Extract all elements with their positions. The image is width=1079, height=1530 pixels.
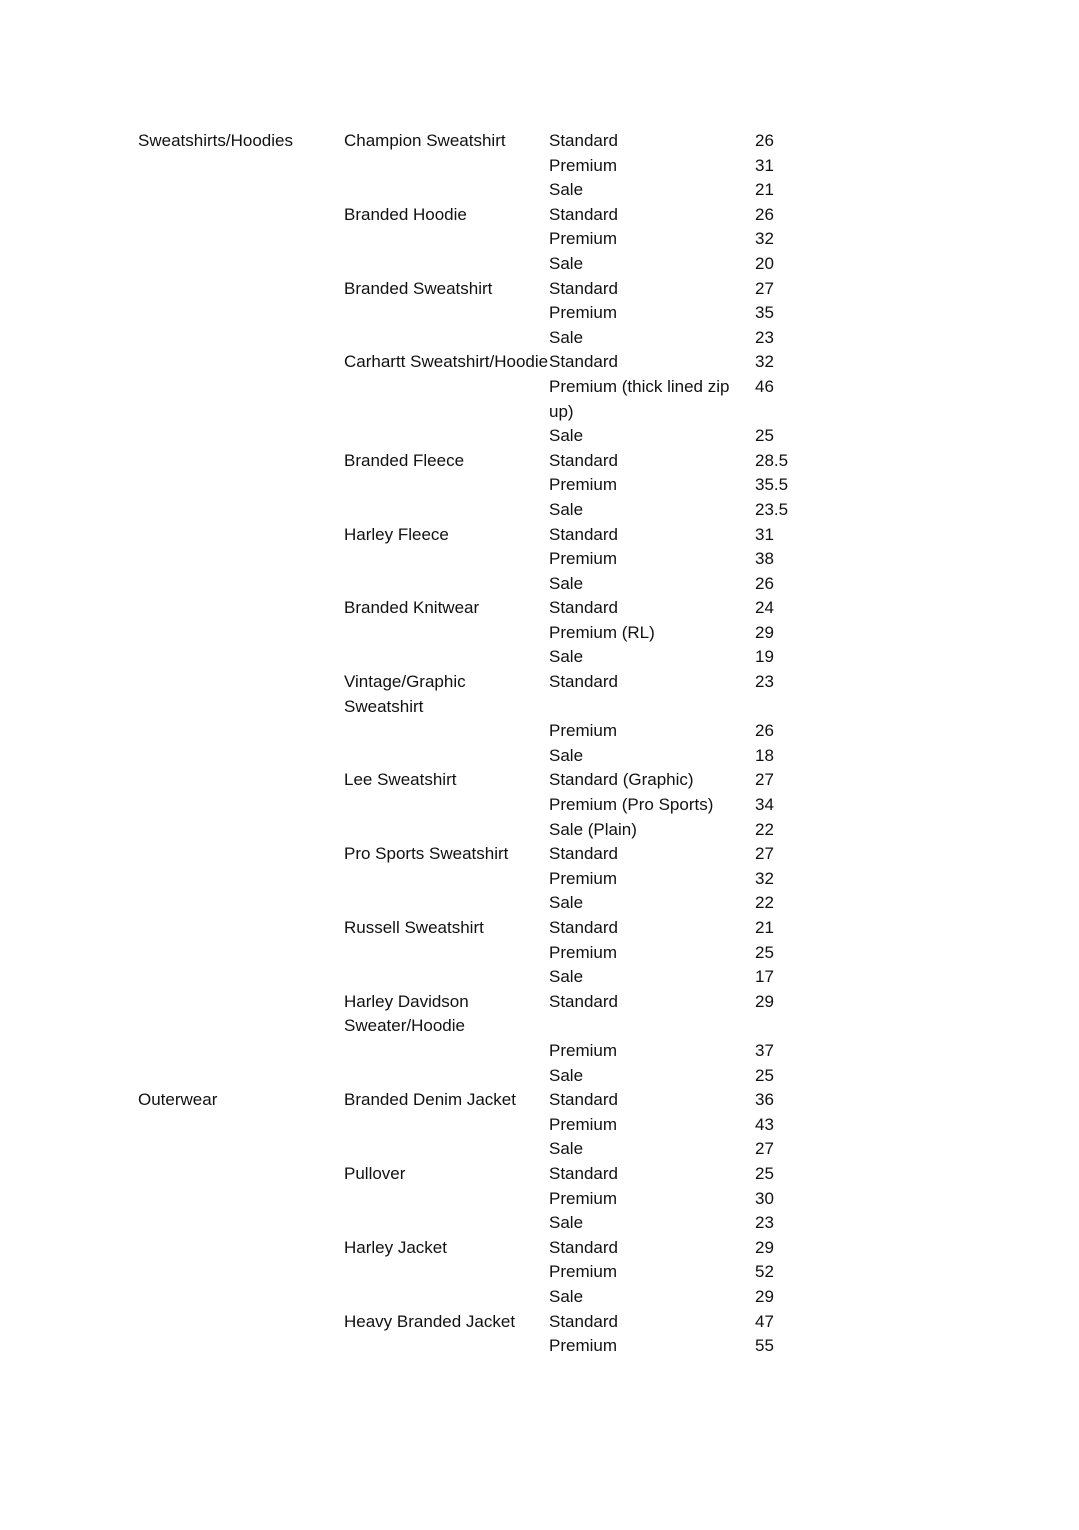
tier-cell: Premium [549, 1336, 618, 1356]
table-row [138, 596, 835, 621]
category-cell [138, 424, 344, 449]
table-row [138, 523, 835, 548]
category-cell [138, 1236, 344, 1261]
tier-cell: Standard [549, 1311, 618, 1331]
tier-cell: Standard [549, 352, 618, 372]
category-cell [138, 473, 344, 498]
price-cell: 25 [755, 942, 774, 962]
item-cell [344, 621, 549, 646]
table-row [138, 1039, 835, 1064]
price-cell: 22 [755, 819, 774, 839]
category-cell [138, 596, 344, 621]
item-cell: Branded Denim Jacket [344, 1090, 516, 1110]
tier-cell: Standard [549, 450, 618, 470]
item-cell [344, 867, 549, 892]
table-row [138, 1285, 835, 1310]
tier-cell: Sale [549, 499, 584, 519]
item-cell: Harley Fleece [344, 524, 449, 544]
item-cell [344, 424, 549, 449]
table-row [138, 547, 835, 572]
price-cell: 36 [755, 1090, 774, 1110]
category-cell [138, 941, 344, 966]
table-row [138, 965, 835, 990]
tier-cell: Sale [549, 1286, 584, 1306]
item-cell [344, 744, 549, 769]
price-cell: 47 [755, 1311, 774, 1331]
category-cell [138, 916, 344, 941]
price-cell: 35.5 [755, 475, 789, 495]
table-row [138, 1334, 835, 1359]
table-row [138, 744, 835, 769]
category-cell [138, 965, 344, 990]
tier-cell: Standard [549, 278, 618, 298]
price-cell: 23 [755, 1213, 774, 1233]
table-row [138, 1236, 835, 1261]
tier-cell: Premium (Pro Sports) [549, 795, 714, 815]
price-cell: 21 [755, 918, 774, 937]
price-cell: 31 [755, 524, 774, 544]
price-cell: 21 [755, 180, 774, 200]
item-cell [344, 252, 549, 277]
price-cell: 55 [755, 1336, 774, 1356]
item-cell [344, 178, 549, 203]
price-cell: 29 [755, 1286, 774, 1306]
table-row [138, 572, 835, 597]
category-cell [138, 768, 344, 793]
price-cell: 27 [755, 1139, 774, 1159]
item-cell [344, 818, 549, 843]
category-cell [138, 326, 344, 351]
table-row [138, 203, 835, 228]
price-cell: 25 [755, 1065, 774, 1085]
table-row [138, 916, 835, 941]
item-cell [344, 498, 549, 523]
category-cell [138, 227, 344, 252]
item-cell: Branded Sweatshirt [344, 278, 493, 298]
table-row [138, 326, 835, 351]
item-cell [344, 645, 549, 670]
tier-cell: Sale (Plain) [549, 819, 637, 839]
item-cell [344, 891, 549, 916]
table-row [138, 1088, 835, 1113]
item-cell [344, 1113, 549, 1138]
price-cell: 34 [755, 795, 774, 815]
table-row [138, 645, 835, 670]
table-row [138, 227, 835, 252]
tier-cell: Standard [549, 598, 618, 618]
table-row [138, 719, 835, 744]
table-row [138, 1187, 835, 1212]
item-cell: Champion Sweatshirt [344, 131, 506, 150]
tier-cell: Sale [549, 893, 584, 913]
table-row [138, 793, 835, 818]
price-cell: 46 [755, 376, 774, 396]
category-cell [138, 523, 344, 548]
price-cell: 38 [755, 549, 774, 569]
category-cell [138, 1285, 344, 1310]
table-row [138, 941, 835, 966]
category-cell [138, 277, 344, 302]
category-cell [138, 719, 344, 744]
tier-cell: Sale [549, 573, 584, 593]
tier-cell: Premium [549, 721, 618, 741]
tier-cell: Standard [549, 204, 618, 224]
price-cell: 17 [755, 967, 774, 987]
table-row [138, 154, 835, 179]
price-cell: 26 [755, 131, 774, 150]
item-cell [344, 375, 549, 424]
tier-cell: Sale [549, 327, 584, 347]
table-row [138, 178, 835, 203]
table-row [138, 473, 835, 498]
category-cell [138, 1310, 344, 1335]
table-row [138, 867, 835, 892]
item-cell [344, 719, 549, 744]
table-row [138, 375, 835, 424]
price-cell: 26 [755, 204, 774, 224]
tier-cell: Standard [549, 991, 618, 1011]
price-cell: 37 [755, 1040, 774, 1060]
item-cell [344, 547, 549, 572]
tier-cell: Sale [549, 1139, 584, 1159]
price-cell: 26 [755, 573, 774, 593]
category-cell [138, 621, 344, 646]
category-cell [138, 1113, 344, 1138]
category-cell [138, 670, 344, 719]
price-cell: 25 [755, 1163, 774, 1183]
category-cell [138, 178, 344, 203]
table-row [138, 424, 835, 449]
category-cell [138, 990, 344, 1039]
price-cell: 26 [755, 721, 774, 741]
category-cell [138, 375, 344, 424]
table-row [138, 1113, 835, 1138]
item-cell [344, 965, 549, 990]
item-cell: Harley Davidson Sweater/Hoodie [344, 991, 469, 1036]
category-cell [138, 1039, 344, 1064]
price-cell: 27 [755, 844, 774, 864]
price-cell: 29 [755, 1237, 774, 1257]
item-cell: Branded Hoodie [344, 204, 467, 224]
table-row [138, 350, 835, 375]
item-cell [344, 1285, 549, 1310]
table-row [138, 1310, 835, 1335]
category-cell [138, 793, 344, 818]
tier-cell: Premium [549, 1040, 618, 1060]
price-cell: 29 [755, 622, 774, 642]
table-row [138, 1137, 835, 1162]
tier-cell: Premium [549, 1188, 618, 1208]
item-cell [344, 941, 549, 966]
item-cell: Harley Jacket [344, 1237, 447, 1257]
tier-cell: Premium [549, 942, 618, 962]
category-cell [138, 818, 344, 843]
category-cell [138, 1064, 344, 1089]
table-row [138, 498, 835, 523]
tier-cell: Premium (RL) [549, 622, 655, 642]
item-cell [344, 473, 549, 498]
table-row [138, 1260, 835, 1285]
tier-cell: Premium [549, 1114, 618, 1134]
category-cell [138, 1211, 344, 1236]
price-cell: 32 [755, 868, 774, 888]
category-cell [138, 203, 344, 228]
tier-cell: Premium [549, 549, 618, 569]
category-cell [138, 1162, 344, 1187]
price-cell: 19 [755, 647, 774, 667]
price-cell: 27 [755, 770, 774, 790]
price-cell: 25 [755, 426, 774, 446]
table-row [138, 301, 835, 326]
item-cell [344, 1137, 549, 1162]
category-cell [138, 547, 344, 572]
table-row [138, 990, 835, 1039]
table-row [138, 818, 835, 843]
price-cell: 24 [755, 598, 774, 618]
price-cell: 52 [755, 1262, 774, 1282]
table-row [138, 621, 835, 646]
tier-cell: Standard [549, 524, 618, 544]
table-row [138, 1162, 835, 1187]
table-row [138, 449, 835, 474]
table-row [138, 842, 835, 867]
category-cell [138, 301, 344, 326]
price-cell: 28.5 [755, 450, 789, 470]
price-table [138, 129, 835, 1359]
tier-cell: Sale [549, 1065, 584, 1085]
price-cell: 29 [755, 991, 774, 1011]
price-cell: 23 [755, 327, 774, 347]
category-cell [138, 744, 344, 769]
tier-cell: Premium (thick lined zip up) [549, 376, 730, 421]
tier-cell: Sale [549, 745, 584, 765]
tier-cell: Standard [549, 131, 618, 150]
item-cell: Heavy Branded Jacket [344, 1311, 516, 1331]
price-cell: 35 [755, 303, 774, 323]
tier-cell: Premium [549, 475, 618, 495]
tier-cell: Premium [549, 303, 618, 323]
tier-cell: Standard [549, 918, 618, 937]
price-cell: 23.5 [755, 499, 789, 519]
price-cell: 22 [755, 893, 774, 913]
price-cell: 18 [755, 745, 774, 765]
item-cell [344, 1039, 549, 1064]
price-cell: 32 [755, 229, 774, 249]
item-cell [344, 227, 549, 252]
item-cell [344, 793, 549, 818]
item-cell: Branded Knitwear [344, 598, 480, 618]
price-cell: 43 [755, 1114, 774, 1134]
tier-cell: Standard [549, 672, 618, 692]
tier-cell: Standard (Graphic) [549, 770, 694, 790]
category-cell [138, 350, 344, 375]
tier-cell: Sale [549, 967, 584, 987]
category-cell: Sweatshirts/Hoodies [138, 131, 293, 150]
item-cell: Vintage/Graphic Sweatshirt [344, 672, 466, 716]
category-cell [138, 1137, 344, 1162]
price-cell: 23 [755, 672, 774, 692]
category-cell [138, 1187, 344, 1212]
item-cell [344, 1334, 549, 1359]
table-row [138, 252, 835, 277]
tier-cell: Standard [549, 1090, 618, 1110]
category-cell [138, 252, 344, 277]
item-cell: Pro Sports Sweatshirt [344, 844, 509, 864]
item-cell: Lee Sweatshirt [344, 770, 457, 790]
tier-cell: Standard [549, 844, 618, 864]
table-row [138, 129, 835, 154]
price-cell: 31 [755, 155, 774, 175]
category-cell [138, 645, 344, 670]
table-row [138, 768, 835, 793]
tier-cell: Sale [549, 180, 584, 200]
price-table-body [138, 129, 835, 1359]
item-cell [344, 1187, 549, 1212]
tier-cell: Sale [549, 253, 584, 273]
item-cell [344, 1064, 549, 1089]
item-cell: Branded Fleece [344, 450, 465, 470]
category-cell [138, 1334, 344, 1359]
table-row [138, 1064, 835, 1089]
category-cell [138, 1260, 344, 1285]
category-cell [138, 498, 344, 523]
category-cell [138, 891, 344, 916]
tier-cell: Premium [549, 1262, 618, 1282]
tier-cell: Sale [549, 1213, 584, 1233]
tier-cell: Premium [549, 868, 618, 888]
item-cell [344, 154, 549, 179]
category-cell [138, 842, 344, 867]
item-cell [344, 1260, 549, 1285]
tier-cell: Sale [549, 647, 584, 667]
item-cell [344, 326, 549, 351]
item-cell: Pullover [344, 1163, 406, 1183]
item-cell [344, 1211, 549, 1236]
item-cell: Russell Sweatshirt [344, 918, 484, 937]
price-cell: 32 [755, 352, 774, 372]
price-cell: 27 [755, 278, 774, 298]
category-cell [138, 572, 344, 597]
category-cell [138, 867, 344, 892]
tier-cell: Sale [549, 426, 584, 446]
table-row [138, 277, 835, 302]
tier-cell: Premium [549, 155, 618, 175]
category-cell [138, 449, 344, 474]
tier-cell: Premium [549, 229, 618, 249]
item-cell [344, 301, 549, 326]
category-cell: Outerwear [138, 1090, 218, 1110]
tier-cell: Standard [549, 1163, 618, 1183]
table-row [138, 670, 835, 719]
category-cell [138, 154, 344, 179]
price-cell: 30 [755, 1188, 774, 1208]
table-row [138, 1211, 835, 1236]
item-cell: Carhartt Sweatshirt/Hoodie [344, 352, 549, 372]
table-row [138, 891, 835, 916]
tier-cell: Standard [549, 1237, 618, 1257]
price-cell: 20 [755, 253, 774, 273]
item-cell [344, 572, 549, 597]
